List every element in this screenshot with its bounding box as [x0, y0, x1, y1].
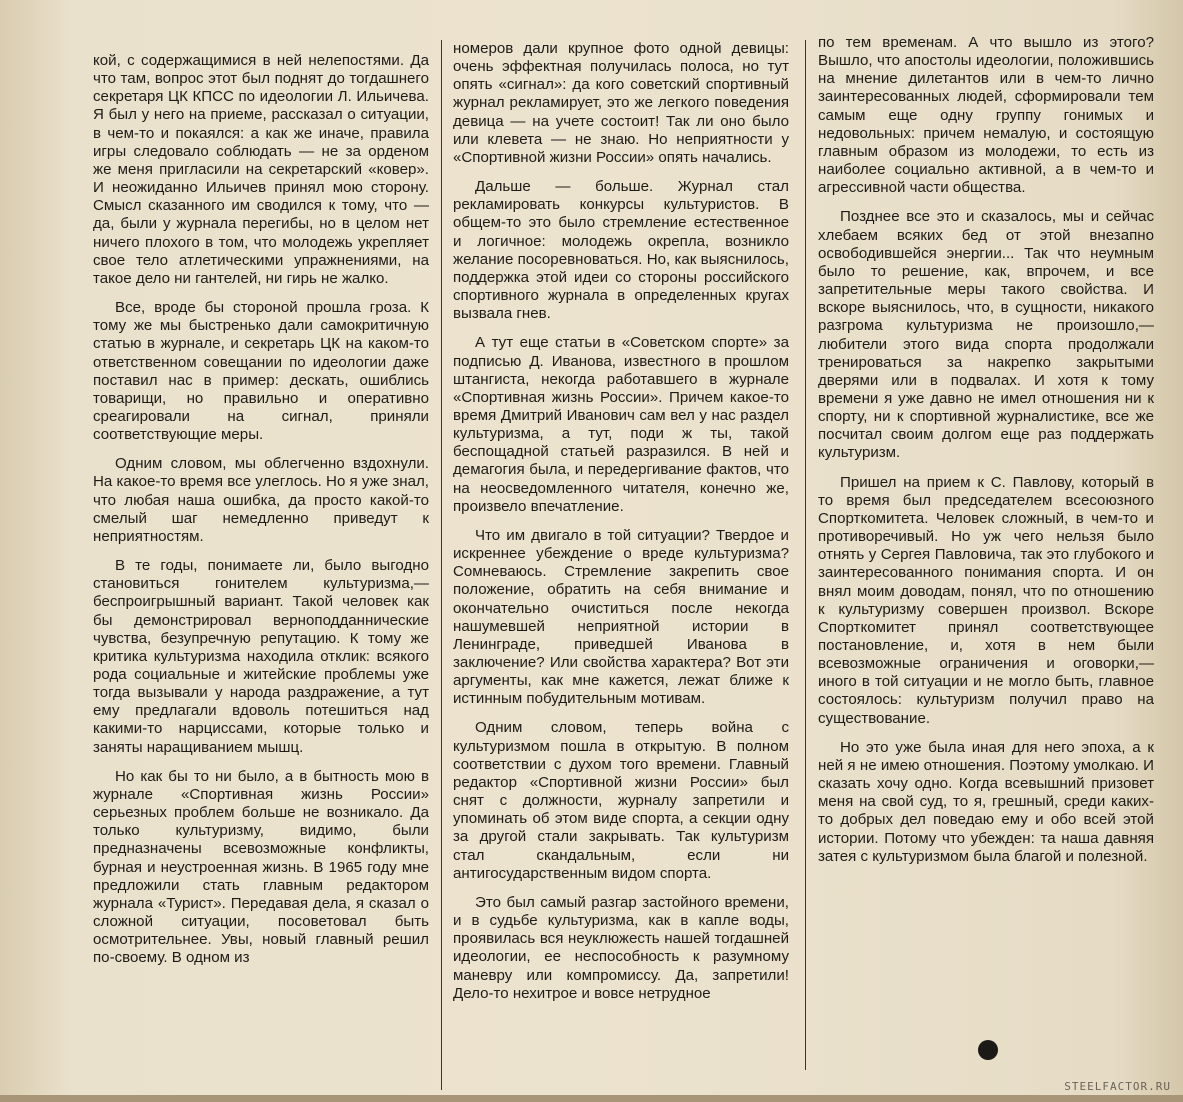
text-column-2 [453, 40, 789, 1014]
paragraph: Все, вроде бы стороной прошла гроза. К тому же мы быстренько дали самокритичную статью в журнале, и секретарь ЦК на каком-то ответственном совещании по идеологии даже поставил нас в пример: дескать, ошиблись товарищи, но правильно и оперативно среагировали на сигнал, приняли соответствующие меры. [93, 299, 429, 444]
paragraph: Одним словом, мы облегченно вздохнули. На какое-то время все улеглось. Но я уже знал, что любая наша ошибка, да просто какой-то смелый шаг немедленно приведут к неприятностям. [93, 455, 429, 545]
paragraph: Что им двигало в той ситуации? Твердое и искреннее убеждение о вреде культуризма? Сомневаюсь. Стремление закрепить свое положение, обратить на себя внимание и окончательно очиститься после некогда нашумевшей неприятной истории в Ленинграде, приведшей Иванова в заключение? Или свойства характера? Вот эти аргументы, как мне кажется, лежат ближе к истинным побудительным мотивам. [453, 526, 789, 708]
column-divider [441, 40, 442, 1090]
page-bottom-edge [0, 1095, 1183, 1102]
paragraph: кой, с содержащимися в ней нелепостями. Да что там, вопрос этот был поднят до тогдашнего секретаря ЦК КПСС по идеологии Л. Ильичева. Я был у него на приеме, рассказал о ситуации, в чем-то и покаялся: а как же иначе, правила игры следовало соблюдать — не за орденом же меня пригласили на секретарский «ковер». И неожиданно Ильичев принял мою сторону. Смысл сказанного им сводился к тому, что — да, были у журнала перегибы, но в целом нет ничего плохого в том, что молодежь укрепляет свое тело атлетическими упражнениями, на такое дело ни гантелей, ни гирь не жалко. [93, 52, 429, 287]
paragraph: Но это уже была иная для него эпоха, а к ней я не имею отношения. Поэтому умолкаю. И сказать хочу одно. Когда всевышний призовет меня на свой суд, то я, грешный, среди каких-то добрых дел поведаю ему и обо всей этой истории. Потому что убежден: та наша давняя затея с культуризмом была благой и полезной. [818, 738, 1154, 865]
paragraph: Пришел на прием к С. Павлову, который в то время был председателем всесоюзного Спорткомитета. Человек сложный, в чем-то и противоречивый. Но уж чего нельзя было отнять у Сергея Павловича, так это глубокого и заинтересованного понимания спорта. И он внял моим доводам, понял, что по отношению к культуризму совершен произвол. Вскоре Спорткомитет принял соответствующее постановление, и, хотя в нем были всевозможные ограничения и оговорки,— иного в той ситуации и не могло быть, главное состоялось: культуризм получил право на существование. [818, 473, 1154, 727]
paragraph: Одним словом, теперь война с культуризмом пошла в открытую. В полном соответствии с духом того времени. Главный редактор «Спортивной жизни России» был снят с должности, журналу запретили и упоминать об этом виде спорта, а секции одну за другой стали закрывать. Так культуризм стал скандальным, если ни антигосударственным видом спорта. [453, 719, 789, 882]
paragraph: А тут еще статьи в «Советском спорте» за подписью Д. Иванова, известного в прошлом штангиста, некогда работавшего в журнале «Спортивная жизнь России». Причем какое-то время Дмитрий Иванович сам вел у нас раздел культуризма, а тут, поди ж ты, такой беспощадной статьей разразился. В ней и демагогия была, и передергивание фактов, что на неосведомленного читателя, конечно же, произвело впечатление. [453, 334, 789, 515]
end-of-article-dot-icon [978, 1040, 998, 1060]
column-divider [805, 40, 806, 1070]
paragraph: Позднее все это и сказалось, мы и сейчас хлебаем всяких бед от этой внезапно освободившейся энергии... Так что неумным было то решение, как, впрочем, и все запретительные меры такого свойства. И вскоре выяснилось, что, в сущности, никакого разгрома культуризма не произошло,— любители этого вида спорта продолжали тренироваться за накрепко закрытыми дверями или в подвалах. И хотя к тому времени я уже давно не имел отношения ни к спорту, ни к спортивной журналистике, все же посчитал своим долгом еще раз поддержать культуризм. [818, 208, 1154, 462]
paragraph: В те годы, понимаете ли, было выгодно становиться гонителем культуризма,— беспроигрышный вариант. Такой человек как бы демонстрировал верноподданнические чувства, безупречную репутацию. К тому же критика культуризма находила отклик: всякого рода социальные и житейские проблемы уже тогда вызывали у народа раздражение, а тут ему предлагали вдоволь потешиться над какими-то нарциссами, которые только и заняты наращиванием мышц. [93, 557, 429, 756]
text-column-1 [93, 52, 429, 979]
site-watermark: STEELFACTOR.RU [1064, 1080, 1171, 1093]
paragraph: Дальше — больше. Журнал стал рекламировать конкурсы культуристов. В общем-то это было стремление естественное и логичное: молодежь окрепла, возникло желание посоревноваться. Но, как выяснилось, поддержка этой идеи со стороны российского спортивного журнала в определенных кругах вызвала гнев. [453, 178, 789, 323]
paragraph: номеров дали крупное фото одной девицы: очень эффектная получилась полоса, но тут опять «сигнал»: да кого советский спортивный журнал рекламирует, это же легкого поведения девица — на учете состоит! Так ли оно было или клевета — не знаю. Но неприятности у «Спортивной жизни России» опять начались. [453, 40, 789, 166]
paragraph: Это был самый разгар застойного времени, и в судьбе культуризма, как в капле воды, проявилась вся неуклюжесть нашей тогдашней идеологии, ее неспособность к разумному маневру или компромиссу. Да, запретили! Дело-то нехитрое и вовсе нетрудное [453, 893, 789, 1002]
paragraph: Но как бы то ни было, а в бытность мою в журнале «Спортивная жизнь России» серьезных проблем больше не возникало. Да только культуризму, видимо, были предназначены всевозможные конфликты, бурная и неустроенная жизнь. В 1965 году мне предложили стать главным редактором журнала «Турист». Передавая дела, я сказал о сложной ситуации, посоветовал быть осмотрительнее. Увы, новый главный решил по-своему. В одном из [93, 767, 429, 967]
text-column-3 [818, 34, 1154, 877]
paragraph: по тем временам. А что вышло из этого? Вышло, что апостолы идеологии, положившись на мнение дилетантов или в чем-то лично заинтересованных людей, сформировали тем самым еще одну группу гонимых и недовольных: причем немалую, и состоящую главным образом из молодежи, то есть из наиболее социально активной, а в чем-то и агрессивной части общества. [818, 34, 1154, 197]
